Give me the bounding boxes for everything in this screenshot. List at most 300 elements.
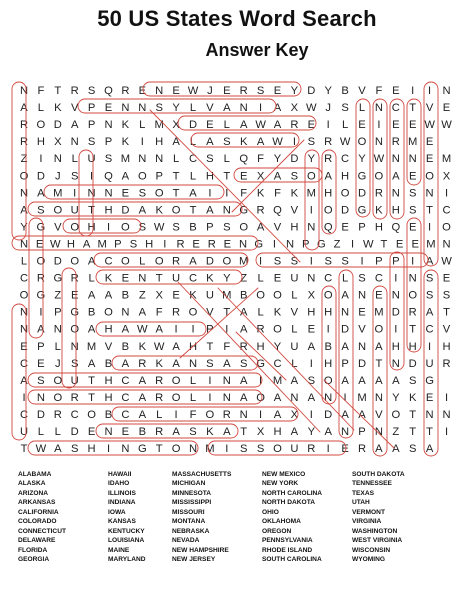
grid-letter: S <box>87 85 96 97</box>
grid-letter: A <box>138 204 147 217</box>
grid-letter: W <box>339 136 351 149</box>
word-list-item: KENTUCKY <box>108 527 145 535</box>
word-list-item: SOUTH DAKOTA <box>352 471 405 478</box>
word-list-item: NEW HAMPSHIRE <box>172 546 229 554</box>
grid-letter: R <box>222 408 231 421</box>
grid-letter: V <box>206 102 214 114</box>
grid-letter: O <box>273 323 282 336</box>
grid-letter: H <box>145 238 154 251</box>
grid-row <box>21 443 434 455</box>
grid-letter: W <box>272 136 283 149</box>
grid-letter: I <box>326 323 330 336</box>
grid-letter: S <box>223 136 231 149</box>
word-list-item: MISSOURI <box>172 508 205 516</box>
grid-letter: E <box>37 357 45 370</box>
grid-letter: S <box>155 102 163 114</box>
word-list-item: OKLAHOMA <box>262 518 301 526</box>
grid-letter: O <box>19 289 29 302</box>
word-list-item: NORTH CAROLINA <box>262 489 323 497</box>
grid-letter: V <box>54 221 62 234</box>
grid-letter: E <box>375 289 383 302</box>
grid-letter: H <box>307 306 316 319</box>
grid-letter: E <box>425 391 434 404</box>
grid-letter: A <box>70 119 79 132</box>
grid-letter: S <box>138 221 147 234</box>
grid-letter: A <box>307 340 316 353</box>
word-list-item: GEORGIA <box>18 556 50 564</box>
grid-letter: K <box>155 357 163 370</box>
grid-letter: R <box>70 85 79 97</box>
grid-letter: D <box>357 357 367 370</box>
grid-letter: T <box>155 443 163 456</box>
grid-letter: X <box>172 119 180 132</box>
grid-letter: S <box>189 426 197 438</box>
grid-letter: A <box>375 374 383 387</box>
word-list-item: IOWA <box>108 508 126 516</box>
grid-letter: N <box>324 391 333 404</box>
grid-letter: S <box>290 255 299 268</box>
grid-letter: W <box>363 238 374 251</box>
grid-row <box>22 392 448 404</box>
grid-letter: I <box>272 238 276 251</box>
grid-letter: A <box>239 323 248 336</box>
grid-letter: O <box>19 170 29 183</box>
grid-letter: I <box>22 391 26 404</box>
grid-letter: L <box>88 272 95 285</box>
grid-letter: S <box>425 272 434 285</box>
grid-letter: I <box>208 374 212 387</box>
grid-letter: D <box>290 153 299 166</box>
grid-letter: I <box>309 357 313 370</box>
grid-letter: K <box>256 187 265 200</box>
grid-letter: N <box>138 272 147 285</box>
grid-letter: X <box>256 426 265 438</box>
grid-letter: R <box>19 119 29 132</box>
grid-letter: N <box>87 187 96 200</box>
grid-letter: E <box>408 119 417 132</box>
grid-letter: E <box>341 443 349 456</box>
grid-letter: R <box>155 374 164 387</box>
grid-letter: E <box>395 238 404 251</box>
grid-letter: J <box>55 357 61 370</box>
grid-letter: O <box>87 408 96 421</box>
grid-letter: M <box>205 443 215 456</box>
word-list-item: WISCONSIN <box>352 546 391 554</box>
grid-row <box>20 187 448 199</box>
grid-letter: V <box>273 221 282 234</box>
grid-letter: B <box>138 426 147 438</box>
grid-letter: I <box>90 170 94 183</box>
grid-letter: R <box>19 136 29 149</box>
grid-letter: B <box>121 340 130 353</box>
grid-letter: S <box>408 204 417 217</box>
grid-letter: K <box>104 272 113 285</box>
grid-letter: P <box>375 255 383 268</box>
grid-letter: N <box>188 357 198 370</box>
grid-letter: R <box>324 136 333 149</box>
grid-letter: S <box>290 170 299 183</box>
grid-letter: I <box>326 443 330 456</box>
grid-letter: G <box>239 204 249 217</box>
grid-letter: O <box>408 289 418 302</box>
grid-letter: L <box>189 374 197 387</box>
grid-letter: N <box>121 443 130 456</box>
grid-letter: C <box>19 408 29 421</box>
grid-letter: S <box>206 357 214 370</box>
grid-letter: A <box>392 443 400 456</box>
grid-letter: T <box>426 426 434 438</box>
grid-letter: V <box>104 340 113 353</box>
grid-letter: P <box>206 323 214 336</box>
grid-letter: N <box>53 153 62 166</box>
grid-letter: B <box>104 357 113 370</box>
grid-letter: E <box>223 238 232 251</box>
grid-letter: I <box>309 408 313 421</box>
word-list-item: CONNECTICUT <box>18 527 66 535</box>
grid-letter: R <box>53 408 62 421</box>
word-list-item: NEW YORK <box>262 480 299 488</box>
grid-letter: M <box>239 255 249 268</box>
grid-letter: H <box>341 170 350 183</box>
grid-letter: H <box>256 340 265 353</box>
grid-letter: T <box>443 306 450 319</box>
word-list-item: TEXAS <box>352 489 374 497</box>
grid-letter: E <box>35 238 44 251</box>
grid-letter: T <box>380 238 388 251</box>
grid-letter: D <box>70 426 79 438</box>
grid-letter: E <box>358 306 366 319</box>
grid-letter: Y <box>290 85 299 97</box>
grid-letter: K <box>138 340 147 353</box>
grid-letter: A <box>155 323 163 336</box>
grid-letter: A <box>273 391 282 404</box>
grid-letter: P <box>206 221 214 234</box>
grid-letter: A <box>341 289 349 302</box>
grid-letter: C <box>425 323 434 336</box>
grid-letter: M <box>272 374 283 387</box>
grid-letter: R <box>324 153 333 166</box>
grid-letter: G <box>254 238 264 251</box>
grid-letter: G <box>70 306 80 319</box>
grid-letter: E <box>223 85 231 97</box>
grid-letter: H <box>87 443 96 456</box>
grid-letter: E <box>20 340 28 353</box>
grid-letter: H <box>188 340 198 353</box>
grid-letter: O <box>70 323 80 336</box>
grid-letter: Y <box>223 272 231 285</box>
grid-letter: A <box>341 340 349 353</box>
grid-letter: S <box>70 443 79 456</box>
grid-letter: L <box>20 255 28 268</box>
grid-letter: F <box>37 85 45 97</box>
grid-letter: C <box>442 204 451 217</box>
grid-letter: S <box>442 289 451 302</box>
grid-letter: E <box>307 323 316 336</box>
grid-letter: P <box>114 238 122 251</box>
grid-letter: O <box>171 443 181 456</box>
grid-letter: H <box>104 204 113 217</box>
grid-letter: T <box>426 204 434 217</box>
grid-letter: N <box>138 102 147 114</box>
grid-letter: W <box>187 85 199 97</box>
word-list-item: WASHINGTON <box>352 527 398 535</box>
grid-letter: A <box>256 136 265 149</box>
word-list-item: KANSAS <box>108 518 136 526</box>
grid-letter: O <box>357 136 367 149</box>
grid-letter: S <box>273 255 282 268</box>
word-list-item: ALABAMA <box>18 471 52 478</box>
grid-letter: E <box>442 102 451 114</box>
grid-letter: S <box>70 170 79 183</box>
word-list-item: DELAWARE <box>18 537 56 545</box>
word-list-item: NORTH DAKOTA <box>262 499 315 507</box>
grid-letter: Y <box>307 153 316 166</box>
grid-letter: D <box>53 255 62 268</box>
grid-letter: A <box>273 119 282 132</box>
grid-letter: R <box>408 306 417 319</box>
grid-letter: S <box>138 187 147 200</box>
grid-letter: A <box>223 102 231 114</box>
word-list-item: TENNESSEE <box>352 480 392 488</box>
grid-row <box>20 409 451 421</box>
grid-letter: V <box>358 323 366 336</box>
grid-row <box>20 426 448 438</box>
grid-letter: A <box>54 443 62 456</box>
grid-letter: R <box>207 238 216 251</box>
grid-letter: I <box>309 204 313 217</box>
grid-letter: A <box>290 426 299 438</box>
grid-letter: E <box>358 119 366 132</box>
grid-letter: T <box>223 170 231 183</box>
grid-letter: I <box>411 255 415 268</box>
grid-letter: I <box>411 85 415 97</box>
page-title: 50 US States Word Search <box>97 6 377 31</box>
grid-letter: S <box>172 221 180 234</box>
grid-letter: I <box>106 443 111 456</box>
grid-letter: S <box>425 289 434 302</box>
grid-letter: I <box>174 408 178 421</box>
grid-letter: C <box>121 374 130 387</box>
grid-letter: C <box>391 102 400 114</box>
grid-letter: N <box>19 187 29 200</box>
grid-letter: N <box>70 340 79 353</box>
grid-letter: N <box>374 136 383 149</box>
grid-letter: N <box>104 187 113 200</box>
grid-letter: E <box>172 289 180 302</box>
grid-letter: P <box>87 119 96 132</box>
grid-letter: T <box>206 340 214 353</box>
grid-letter: P <box>54 306 62 319</box>
word-list-item: MINNESOTA <box>172 489 212 497</box>
grid-letter: S <box>206 153 214 166</box>
grid-letter: R <box>70 272 79 285</box>
grid-letter: T <box>240 426 248 438</box>
grid-letter: P <box>104 136 113 149</box>
grid-letter: S <box>37 374 45 387</box>
grid-letter: C <box>70 408 79 421</box>
word-list-item: COLORADO <box>18 518 57 526</box>
grid-letter: Z <box>138 289 146 302</box>
grid-letter: B <box>87 306 96 319</box>
grid-letter: B <box>121 289 130 302</box>
grid-letter: E <box>206 119 214 132</box>
grid-letter: X <box>256 170 265 183</box>
grid-letter: N <box>155 153 164 166</box>
grid-letter: I <box>444 187 449 200</box>
grid-letter: S <box>341 255 349 268</box>
grid-letter: A <box>87 255 96 268</box>
grid-letter: A <box>87 289 96 302</box>
grid-letter: E <box>408 221 417 234</box>
grid-letter: I <box>208 391 212 404</box>
grid-letter: A <box>20 204 28 217</box>
grid-letter: E <box>121 426 130 438</box>
grid-letter: L <box>223 119 230 132</box>
grid-letter: F <box>375 85 383 97</box>
grid-letter: Y <box>324 85 332 97</box>
grid-letter: A <box>239 119 248 132</box>
grid-letter: P <box>358 221 366 234</box>
grid-letter: N <box>442 85 451 97</box>
grid-letter: N <box>19 238 29 251</box>
grid-letter: E <box>442 272 451 285</box>
grid-letter: C <box>188 272 198 285</box>
grid-letter: T <box>172 170 180 183</box>
grid-letter: R <box>70 391 79 404</box>
grid-letter: Y <box>273 340 282 353</box>
grid-letter: N <box>374 391 383 404</box>
grid-letter: T <box>189 204 197 217</box>
grid-letter: T <box>54 85 62 97</box>
grid-letter: N <box>341 306 350 319</box>
word-list-item: OHIO <box>262 508 279 516</box>
grid-row <box>20 324 451 336</box>
grid-letter: A <box>206 204 214 217</box>
grid-letter: O <box>425 170 434 183</box>
grid-letter: G <box>425 374 434 387</box>
grid-letter: L <box>139 119 146 132</box>
grid-letter: L <box>189 102 197 114</box>
grid-letter: L <box>156 408 163 421</box>
grid-letter: Z <box>20 153 28 166</box>
grid-letter: A <box>425 255 434 268</box>
grid-letter: N <box>239 238 248 251</box>
grid-letter: X <box>290 408 299 421</box>
grid-letter: R <box>256 323 265 336</box>
grid-letter: E <box>138 85 147 97</box>
grid-letter: A <box>189 187 197 200</box>
grid-letter: I <box>444 426 449 438</box>
grid-letter: N <box>391 153 400 166</box>
grid-letter: Q <box>104 85 113 97</box>
grid-letter: E <box>408 170 417 183</box>
grid-letter: L <box>291 357 298 370</box>
grid-letter: E <box>70 289 79 302</box>
grid-letter: A <box>392 170 400 183</box>
grid-letter: N <box>341 426 350 438</box>
grid-letter: C <box>324 272 333 285</box>
grid-letter: N <box>307 272 316 285</box>
word-list-item: UTAH <box>352 499 370 507</box>
grid-letter: O <box>374 323 384 336</box>
grid-letter: L <box>71 153 78 166</box>
word-list-item: HAWAII <box>108 471 132 478</box>
word-list-item: FLORIDA <box>18 546 48 554</box>
grid-letter: S <box>256 85 265 97</box>
grid-letter: D <box>391 306 400 319</box>
grid-letter: A <box>239 391 248 404</box>
grid-letter: L <box>189 391 197 404</box>
grid-letter: C <box>121 391 130 404</box>
grid-letter: K <box>121 119 130 132</box>
grid-letter: K <box>375 204 383 217</box>
grid-letter: Q <box>104 170 113 183</box>
grid-letter: H <box>324 306 333 319</box>
grid-letter: I <box>394 272 398 285</box>
grid-letter: U <box>70 204 79 217</box>
grid-letter: M <box>408 136 418 149</box>
grid-letter: R <box>138 357 147 370</box>
word-list-item: NEBRASKA <box>172 527 210 535</box>
grid-letter: Y <box>358 153 366 166</box>
grid-letter: H <box>273 426 282 438</box>
word-list-item: NEVADA <box>172 537 200 545</box>
grid-letter: A <box>324 426 332 438</box>
grid-letter: K <box>273 306 282 319</box>
grid-letter: E <box>273 85 282 97</box>
grid-letter: N <box>425 408 434 421</box>
grid-letter: A <box>87 323 96 336</box>
grid-letter: N <box>357 289 367 302</box>
grid-letter: A <box>375 443 383 456</box>
grid-letter: E <box>121 187 130 200</box>
grid-letter: H <box>374 221 383 234</box>
grid-letter: B <box>324 340 332 353</box>
grid-letter: O <box>391 408 401 421</box>
word-list-item: NEW MEXICO <box>262 471 306 478</box>
grid-letter: U <box>87 153 96 166</box>
grid-letter: V <box>425 102 434 114</box>
grid-letter: O <box>273 443 282 456</box>
grid-letter: N <box>222 204 231 217</box>
grid-letter: C <box>188 153 198 166</box>
grid-letter: D <box>324 408 333 421</box>
grid-letter: R <box>290 119 299 132</box>
grid-letter: A <box>172 136 180 149</box>
grid-letter: N <box>104 426 113 438</box>
grid-letter: T <box>409 323 417 336</box>
grid-letter: N <box>19 323 29 336</box>
grid-letter: V <box>442 323 451 336</box>
word-list-column-2 <box>108 470 172 588</box>
grid-letter: A <box>104 289 113 302</box>
grid-letter: S <box>70 357 79 370</box>
grid-letter: G <box>137 443 147 456</box>
grid-letter: O <box>70 255 80 268</box>
grid-letter: O <box>137 170 147 183</box>
grid-letter: P <box>341 357 349 370</box>
grid-letter: D <box>205 255 214 268</box>
grid-letter: D <box>188 119 198 132</box>
grid-letter: L <box>54 340 61 353</box>
grid-letter: H <box>87 221 96 234</box>
grid-letter: S <box>37 204 45 217</box>
highlight-arkansas <box>112 356 258 370</box>
grid-letter: H <box>205 170 214 183</box>
word-list-item: IDAHO <box>108 480 130 488</box>
grid-row <box>20 239 451 251</box>
grid-letter: E <box>192 238 200 251</box>
